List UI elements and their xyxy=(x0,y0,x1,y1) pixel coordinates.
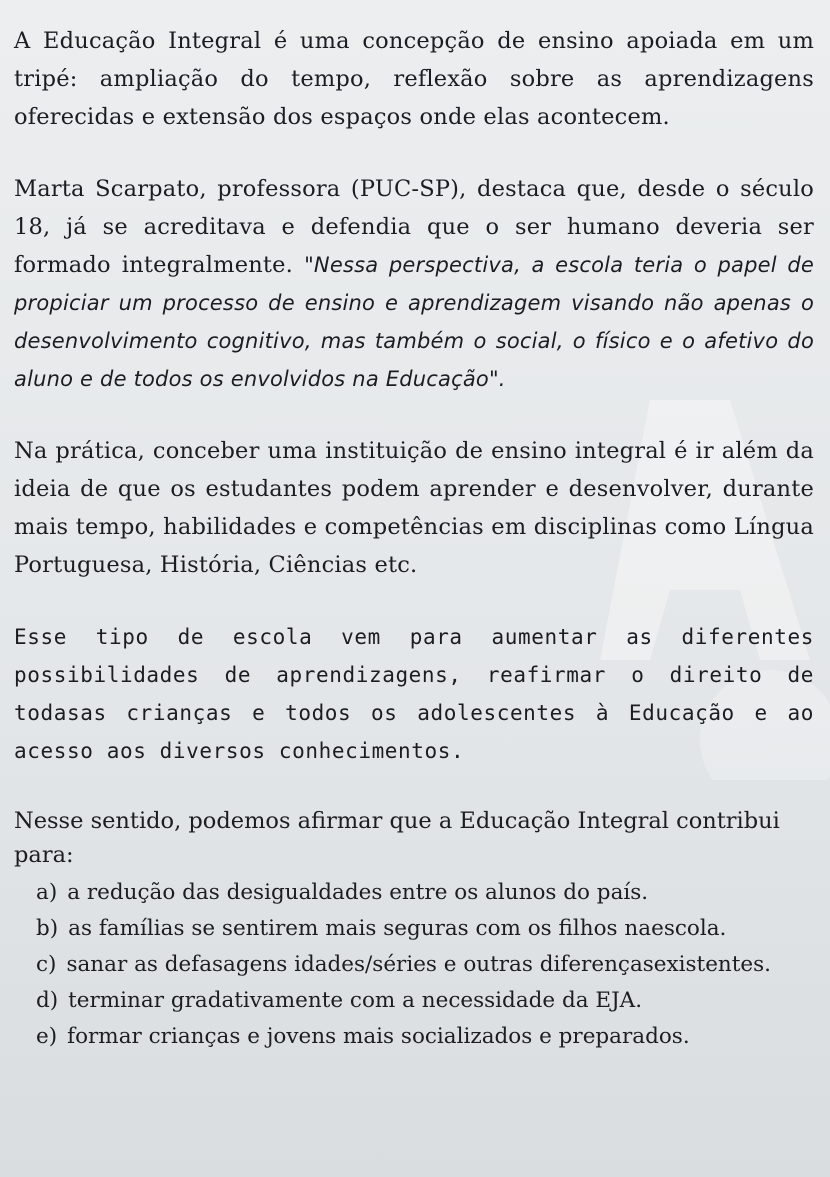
answer-option-text: terminar gradativamente com a necessidade da EJA. xyxy=(68,988,643,1013)
answer-option-a[interactable] xyxy=(36,876,814,910)
paragraph-scarpato-intro: Marta Scarpato, professora (PUC-SP), destaca que, desde o século 18, já se acreditava e defendia que o ser humano deveria ser formado integralmente. xyxy=(14,176,814,278)
paragraph-intro-text: A Educação Integral é uma concepção de ensino apoiada em um tripé: ampliação do tempo, reflexão sobre as aprendizagens oferecidas e extensão dos espaços onde elas acontecem. xyxy=(14,28,814,130)
answer-option-letter: b) xyxy=(36,916,59,941)
answer-option-text: sanar as defasagens idades/séries e outras diferençasexistentes. xyxy=(66,952,772,977)
paragraph-school-type xyxy=(14,618,814,770)
paragraph-practice-text: Na prática, conceber uma instituição de ensino integral é ir além da ideia de que os estudantes podem aprender e desenvolver, durante mais tempo, habilidades e competências em disciplinas como Língua Portuguesa, História, Ciências etc. xyxy=(14,438,814,578)
answer-option-e[interactable] xyxy=(36,1020,814,1054)
answer-option-letter: c) xyxy=(36,952,57,977)
paragraph-scarpato-quote: "Nessa perspectiva, a escola teria o papel de propiciar um processo de ensino e aprendizagem visando não apenas o desenvolvimento cognitivo, mas também o social, o físico e o afetivo do aluno e de todos os envolvidos na Educação". xyxy=(14,253,815,391)
answer-option-text: formar crianças e jovens mais socializados e preparados. xyxy=(67,1024,690,1049)
text-content xyxy=(14,22,814,1056)
answer-option-text: as famílias se sentirem mais seguras com os filhos naescola. xyxy=(68,916,727,941)
paragraph-school-type-text: Esse tipo de escola vem para aumentar as diferentes possibilidades de aprendizagens, reafirmar o direito de todasas crianças e todos os adolescentes à Educação e ao acesso aos diversos conhecimentos. xyxy=(14,625,814,763)
answer-option-letter: e) xyxy=(36,1024,58,1049)
answer-option-text: a redução das desigualdades entre os alunos do país. xyxy=(67,880,649,905)
question-stem xyxy=(14,804,814,872)
question-stem-text: Nesse sentido, podemos afirmar que a Educação Integral contribui para: xyxy=(14,808,780,868)
answer-option-letter: a) xyxy=(36,880,58,905)
answer-option-letter: d) xyxy=(36,988,59,1013)
paragraph-practice xyxy=(14,432,814,584)
answer-options xyxy=(14,876,814,1054)
paragraph-intro xyxy=(14,22,814,136)
answer-option-d[interactable] xyxy=(36,984,814,1018)
paragraph-scarpato xyxy=(14,170,814,398)
answer-option-c[interactable] xyxy=(36,948,814,982)
answer-option-b[interactable] xyxy=(36,912,814,946)
